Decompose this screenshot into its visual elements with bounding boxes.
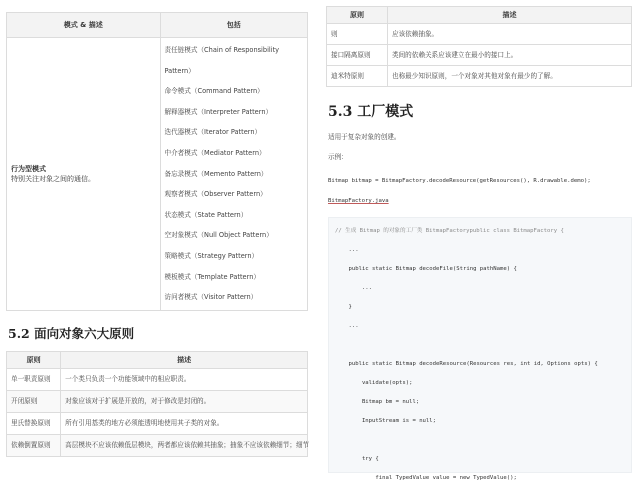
principle-description: 一个类只负责一个功能领域中的相应职责。: [61, 368, 308, 390]
principle-description: 类间的依赖关系应该建立在最小的接口上。: [388, 45, 632, 66]
pattern-item: Pattern）: [164, 66, 195, 75]
principle-name: 则: [327, 24, 388, 45]
column-header: 描述: [61, 351, 308, 368]
code-line: public static Bitmap decodeFile(String pathName) {: [335, 266, 517, 272]
principle-name: 开闭原则: [7, 390, 61, 412]
code-line: [335, 431, 625, 450]
category-description: 特别关注对象之间的通信。: [11, 174, 95, 183]
pattern-item: 迭代器模式（Iterator Pattern）: [164, 128, 262, 137]
principle-description: 对象应该对于扩展是开放的，对于修改是封闭的。: [61, 390, 308, 412]
column-header: 描述: [388, 7, 632, 24]
code-snippet: [328, 171, 632, 211]
code-line: validate(opts);: [335, 380, 413, 386]
pattern-item: 访问者模式（Visitor Pattern）: [164, 293, 258, 302]
code-line: ...: [335, 323, 359, 329]
principle-description: 应该依赖抽象。: [388, 24, 632, 45]
principle-name: 接口隔离原则: [327, 45, 388, 66]
column-header: 包括: [160, 13, 308, 38]
pattern-item: 空对象模式（Null Object Pattern）: [164, 231, 273, 240]
code-line-main: Bitmap bitmap = BitmapFactory.decodeResource(getResources(), R.drawable.demo);: [328, 178, 591, 184]
pattern-item: 解释器模式（Interpreter Pattern）: [164, 107, 273, 116]
category-cell: [7, 38, 161, 311]
principle-name: 依赖倒置原则: [7, 434, 61, 456]
left-column: [6, 0, 308, 458]
table-row: [7, 38, 308, 311]
table-row: [327, 45, 632, 66]
section-heading-factory: 5.3 工厂模式: [328, 104, 414, 120]
code-line: // 生成 Bitmap 的对象的工厂类 BitmapFactorypublic class BitmapFactory {: [335, 228, 564, 234]
table-row: [7, 434, 308, 456]
section-heading-principles: 5.2 面向对象六大原则: [8, 325, 135, 341]
pattern-table: [6, 12, 308, 311]
intro-text: 适用于复杂对象的创建。: [328, 133, 401, 141]
pattern-item: 中介者模式（Mediator Pattern）: [164, 148, 266, 157]
table-row: [7, 368, 308, 390]
table-header-row: [7, 13, 308, 38]
code-line: ...: [335, 247, 359, 253]
principle-description: 高层模块不应该依赖低层模块，两者都应该依赖其抽象；抽象不应该依赖细节；细节: [61, 434, 308, 456]
column-header: 原则: [327, 7, 388, 24]
table-header-row: [7, 351, 308, 368]
code-file-name: BitmapFactory.java: [328, 198, 389, 204]
principle-name: 迪米特原则: [327, 66, 388, 87]
code-line: try {: [335, 456, 379, 462]
code-line: InputStream is = null;: [335, 418, 437, 424]
code-block: [328, 217, 632, 481]
code-line: Bitmap bm = null;: [335, 399, 420, 405]
principle-name: 里氏替换原则: [7, 412, 61, 434]
pattern-item: 备忘录模式（Memento Pattern）: [164, 169, 268, 178]
code-line: final TypedValue value = new TypedValue();: [335, 475, 517, 481]
table-row: [327, 24, 632, 45]
column-header: 模式 & 描述: [7, 13, 161, 38]
right-column: [326, 0, 632, 481]
column-header: 原则: [7, 351, 61, 368]
table-row: [7, 412, 308, 434]
pattern-list-cell: [160, 38, 308, 311]
code-line: ...: [335, 285, 373, 291]
table-row: [7, 390, 308, 412]
pattern-item: 观察者模式（Observer Pattern）: [164, 190, 267, 199]
category-name: 行为型模式: [11, 164, 46, 173]
pattern-item: 策略模式（Strategy Pattern）: [164, 251, 259, 260]
code-line: }: [335, 304, 352, 310]
pattern-item: 状态模式（State Pattern）: [164, 210, 248, 219]
code-line: public static Bitmap decodeResource(Resources res, int id, Options opts) {: [335, 361, 598, 367]
pattern-item: 模板模式（Template Pattern）: [164, 272, 260, 281]
table-row: [327, 66, 632, 87]
principle-description: 也称最少知识原则，一个对象对其他对象有最少的了解。: [388, 66, 632, 87]
principle-description: 所有引用基类的地方必须能透明地使用其子类的对象。: [61, 412, 308, 434]
principle-name: 单一职责原则: [7, 368, 61, 390]
principle-table-continued: [326, 6, 632, 87]
pattern-item: 责任链模式（Chain of Responsibility: [164, 46, 280, 54]
principle-table: [6, 351, 308, 457]
table-header-row: [327, 7, 632, 24]
code-line: [335, 336, 625, 355]
pattern-item: 命令模式（Command Pattern）: [164, 87, 264, 96]
example-label: 示例：: [328, 153, 348, 161]
